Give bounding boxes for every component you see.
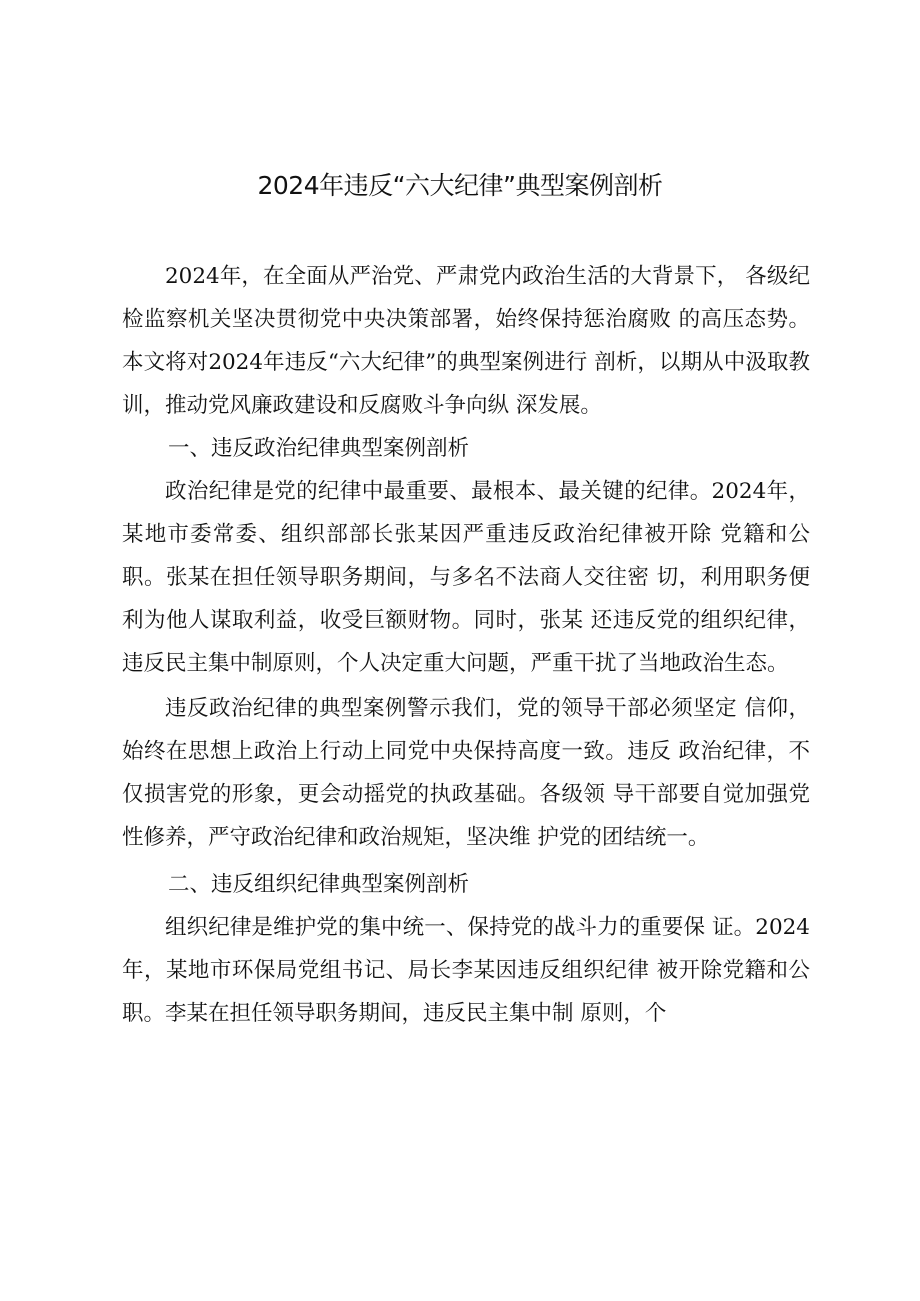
- section-paragraph: 违反政治纪律的典型案例警示我们，党的领导干部必须坚定 信仰，始终在思想上政治上行动上同党中央保持高度一致。违反 政治纪律，不仅损害党的形象，更会动摇党的执政基础。各级领 导干部要自觉加强党性修养，严守政治纪律和政治规矩，坚决维 护党的团结统一。: [122, 696, 810, 850]
- intro-paragraph: 2024年，在全面从严治党、严肃党内政治生活的大背景下， 各级纪检监察机关坚决贯彻党中央决策部署，始终保持惩治腐败 的高压态势。本文将对2024年违反“六大纪律”的典型案例进行 剖析，以期从中汲取教训，推动党风廉政建设和反腐败斗争向纵 深发展。: [122, 264, 810, 418]
- document-title: 2024年违反“六大纪律”典型案例剖析: [257, 171, 663, 200]
- section-paragraph: 组织纪律是维护党的集中统一、保持党的战斗力的重要保 证。2024年，某地市环保局党组书记、局长李某因违反组织纪律 被开除党籍和公职。李某在担任领导职务期间，违反民主集中制 原则，个: [122, 915, 810, 1026]
- section-paragraph: 政治纪律是党的纪律中最重要、最根本、最关键的纪律。2024年，某地市委常委、组织部部长张某因严重违反政治纪律被开除 党籍和公职。张某在担任领导职务期间，与多名不法商人交往密 切，利用职务便利为他人谋取利益，收受巨额财物。同时，张某 还违反党的组织纪律，违反民主集中制原则，个人决定重大问题，严重干扰了当地政治生态。: [122, 479, 810, 676]
- document-body: [122, 255, 810, 1035]
- section-heading-political: 一、违反政治纪律典型案例剖析: [168, 436, 470, 461]
- section-heading-organizational: 二、违反组织纪律典型案例剖析: [168, 872, 470, 897]
